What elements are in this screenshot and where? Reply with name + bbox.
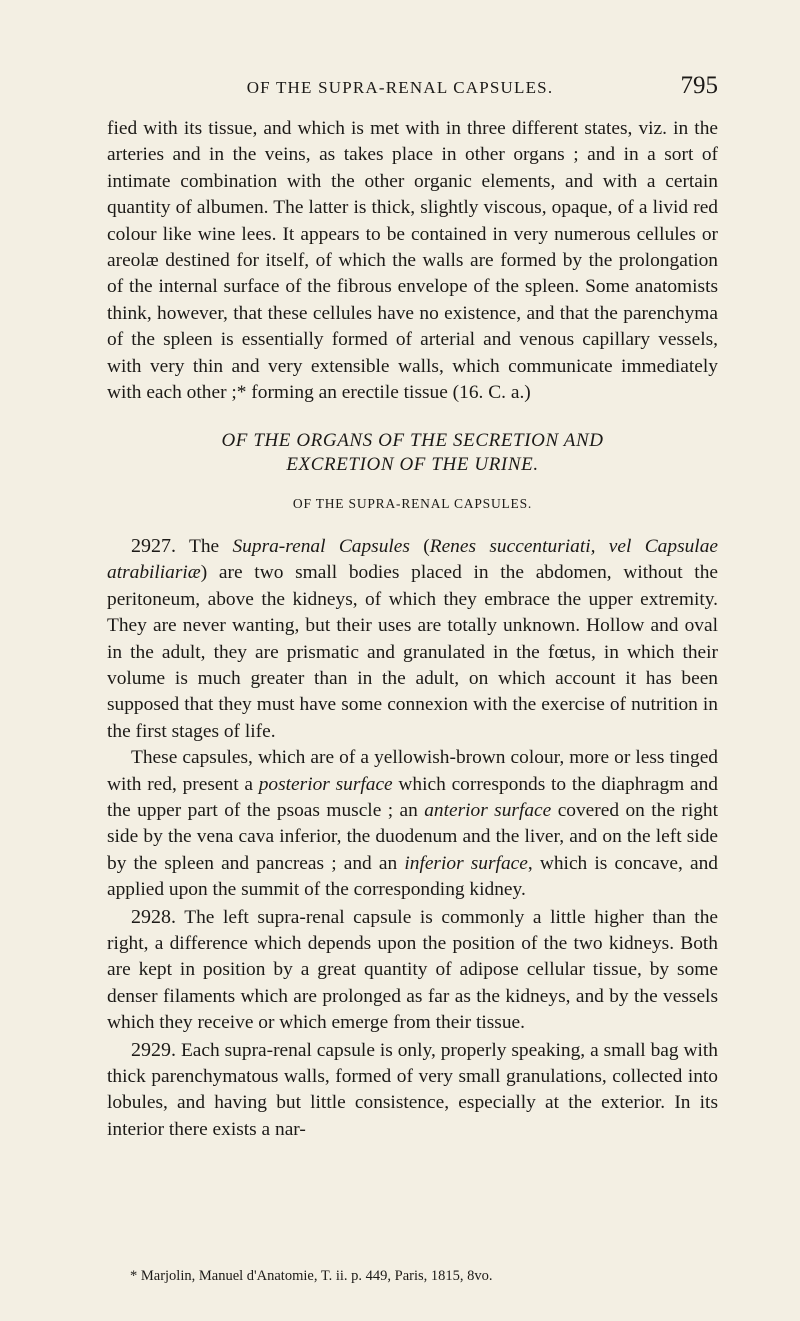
paragraph-capsules-surfaces <box>107 745 718 903</box>
paragraph-2929 <box>107 1037 718 1144</box>
paragraph-text: covered on the right side by the vena cava inferior, the duodenum and the liver, and on the left side by the spleen and pancreas ; and an <box>107 799 718 874</box>
paragraph-2927 <box>107 533 718 745</box>
section-heading <box>107 429 718 477</box>
paragraph-number: 2927. <box>131 534 176 557</box>
paragraph-number: 2928. <box>131 905 176 928</box>
chapter-subheading: OF THE SUPRA-RENAL CAPSULES. <box>292 496 533 512</box>
running-head <box>0 72 800 106</box>
opening-paragraph: fied with its tissue, and which is met with in three different states, viz. in the arteries and in the veins, as takes place in other organs ; and in a sort of intimate combination with the other organic elements, and with a certain quantity of albumen. The latter is thick, slightly viscous, opaque, of a livid red colour like wine lees. It appears to be contained in very numerous cellules or areolæ destined for itself, of which the walls are formed by the prolongation of the internal surface of the fibrous envelope of the spleen. Some anatomists think, however, that these cellules have no existence, and that the parenchyma of the spleen is essentially formed of arterial and venous capillary vessels, with very thin and very extensible walls, which communicate immediately with each other ;* forming an erectile tissue (16. C. a.) <box>107 118 718 404</box>
paragraph-text: Each supra-renal capsule is only, properly speaking, a small bag with thick parenchymatous walls, formed of very small granulations, collected into lobules, and having but little consistence, especially at the exterior. In its interior there exists a nar- <box>107 1039 718 1140</box>
italic-term: inferior surface <box>404 852 528 874</box>
page-number: 795 <box>680 72 718 99</box>
paragraph-text: The <box>176 535 233 557</box>
italic-term: Supra-renal Capsules <box>232 535 410 557</box>
body-text <box>107 116 718 1143</box>
italic-term: anterior surface <box>424 799 552 821</box>
paragraph-text: ) are two small bodies placed in the abdomen, without the peritoneum, above the kidneys, of which they embrace the upper extremity. They are never wanting, but their uses are totally unknown. Hollow and oval in the adult, they are prismatic and granulated in the fœtus, in which their volume is much greater than in the adult, on which account it has been supposed that they must have some connexion with the exercise of nutrition in the first stages of life. <box>107 562 718 742</box>
section-heading-line: OF THE ORGANS OF THE SECRETION AND <box>221 430 604 452</box>
section-heading-line: EXCRETION OF THE URINE. <box>286 454 539 476</box>
paragraph-text: ( <box>409 535 430 557</box>
italic-term: Renes succenturiati, vel Capsulae atrabiliariæ <box>107 535 718 584</box>
paragraph-text: These capsules, which are of a yellowish-brown colour, more or less tinged with red, present a <box>107 747 718 795</box>
footnote: * Marjolin, Manuel d'Anatomie, T. ii. p. 449, Paris, 1815, 8vo. <box>130 1268 493 1284</box>
paragraph-2928 <box>107 904 718 1037</box>
running-title: OF THE SUPRA-RENAL CAPSULES. <box>246 78 554 97</box>
paragraph-text: which corresponds to the diaphragm and the upper part of the psoas muscle ; an <box>107 773 718 821</box>
paragraph-text: The left supra-renal capsule is commonly a little higher than the right, a difference which depends upon the position of the two kidneys. Both are kept in position by a great quantity of adipose cellular tissue, by some denser filaments which are prolonged as far as the kidneys, and by the vessels which they receive or which emerge from their tissue. <box>107 906 718 1034</box>
paragraph-number: 2929. <box>131 1038 176 1061</box>
paragraph-text: , which is concave, and applied upon the summit of the corresponding kidney. <box>107 852 719 901</box>
italic-term: posterior surface <box>258 773 393 795</box>
